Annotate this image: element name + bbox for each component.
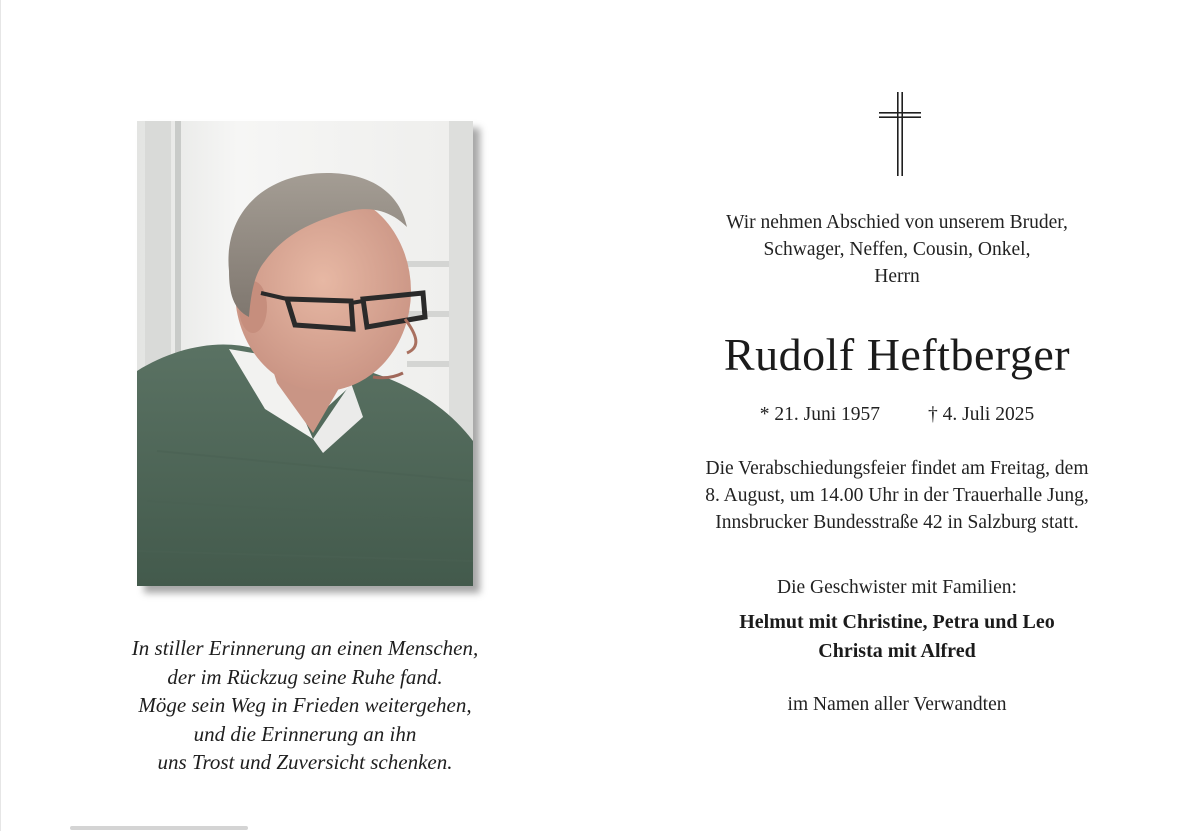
service-line: 8. August, um 14.00 Uhr in der Trauerhalle Jung, xyxy=(705,485,1089,506)
family-name-line: Christa mit Alfred xyxy=(818,640,976,662)
verse-line: und die Erinnerung an ihn xyxy=(193,721,417,746)
memorial-verse xyxy=(90,634,520,777)
service-line: Innsbrucker Bundesstraße 42 in Salzburg statt. xyxy=(715,512,1079,533)
family-name-line: Helmut mit Christine, Petra und Leo xyxy=(739,611,1055,633)
family-label: Die Geschwister mit Familien: xyxy=(777,577,1017,598)
left-edge-line xyxy=(0,0,1,831)
intro-line: Wir nehmen Abschied von unserem Bruder, xyxy=(726,212,1068,233)
birth-date: * 21. Juni 1957 xyxy=(759,404,881,425)
intro-line: Schwager, Neffen, Cousin, Onkel, xyxy=(763,239,1031,260)
farewell-intro xyxy=(660,209,1134,290)
deceased-name: Rudolf Heftberger xyxy=(723,329,1071,380)
closing-line: im Namen aller Verwandten xyxy=(787,694,1007,715)
life-dates xyxy=(660,401,1134,429)
service-details xyxy=(640,455,1154,536)
death-date: † 4. Juli 2025 xyxy=(928,404,1035,425)
verse-line: der im Rückzug seine Ruhe fand. xyxy=(167,664,443,689)
service-line: Die Verabschiedungsfeier findet am Freitag, dem xyxy=(705,458,1089,479)
verse-line: uns Trost und Zuversicht schenken. xyxy=(157,750,453,774)
bottom-scroll-mark xyxy=(70,826,248,830)
verse-line: Möge sein Weg in Frieden weitergehen, xyxy=(138,693,472,717)
verse-line: In stiller Erinnerung an einen Menschen, xyxy=(131,636,479,660)
latin-cross-icon xyxy=(879,92,921,176)
portrait-photo xyxy=(137,121,473,586)
family-names xyxy=(660,608,1134,666)
intro-line: Herrn xyxy=(874,266,920,287)
